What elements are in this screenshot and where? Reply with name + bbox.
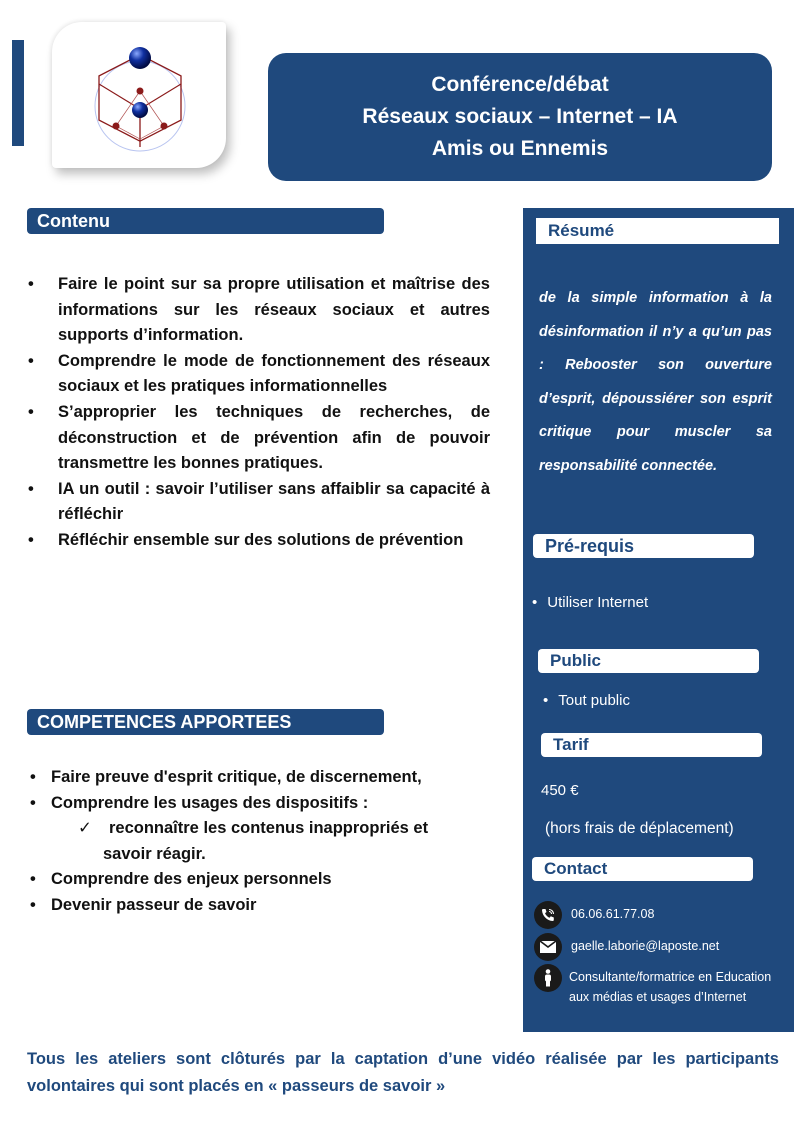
- resume-text: de la simple information à la désinformation il n’y a qu’un pas : Rebooster son ouverture d’esprit, dépoussiérer son esprit critique pour muscler sa responsabilité connectée.: [539, 290, 772, 474]
- public-label: Public: [538, 649, 759, 673]
- bullet-icon: •: [28, 479, 34, 498]
- contact-role: [534, 964, 779, 1007]
- bullet-icon: •: [30, 793, 36, 812]
- list-item: • Comprendre des enjeux personnels: [28, 867, 498, 893]
- contenu-list: [28, 272, 490, 554]
- bullet-icon: •: [28, 351, 34, 370]
- tarif-price: 450 €: [541, 782, 579, 799]
- list-item: • IA un outil : savoir l’utiliser sans affaiblir sa capacité à réfléchir: [28, 477, 490, 528]
- role-text: Consultante/formatrice en Education aux médias et usages d’Internet: [569, 970, 772, 1004]
- list-item: • S’approprier les techniques de recherches, de déconstruction et de prévention afin de pouvoir transmettre les bonnes pratiques.: [28, 400, 490, 477]
- bullet-icon: •: [28, 275, 34, 293]
- public-item: • Tout public: [543, 692, 630, 709]
- email-icon: [534, 933, 562, 961]
- list-item: • Faire le point sur sa propre utilisation et maîtrise des informations sur les réseaux sociaux et autres supports d’information.: [28, 272, 490, 349]
- sub-list-item: ✓ reconnaître les contenus inappropriés et savoir réagir.: [28, 816, 498, 867]
- person-icon: [534, 964, 562, 992]
- bullet-icon: •: [532, 594, 538, 611]
- title-line-1: Conférence/débat: [431, 73, 609, 96]
- phone-number[interactable]: 06.06.61.77.08: [571, 907, 655, 921]
- bullet-icon: •: [30, 870, 36, 889]
- phone-icon: [534, 901, 562, 929]
- bullet-icon: •: [30, 895, 36, 914]
- bullet-icon: •: [30, 768, 36, 786]
- bullet-icon: •: [543, 692, 549, 709]
- tarif-label: Tarif: [541, 733, 762, 757]
- contenu-header: Contenu: [27, 208, 384, 234]
- list-item: • Devenir passeur de savoir: [28, 893, 498, 919]
- prerequis-item: • Utiliser Internet: [532, 594, 649, 611]
- info-sidebar: [523, 208, 794, 1032]
- bullet-icon: •: [28, 402, 34, 421]
- competences-list: [28, 765, 498, 919]
- list-item: • Faire preuve d'esprit critique, de discernement,: [28, 765, 498, 791]
- list-item: • Comprendre le mode de fonctionnement des réseaux sociaux et les pratiques informationnelles: [28, 349, 490, 400]
- checkmark-icon: ✓: [78, 819, 92, 838]
- contact-phone: [534, 901, 654, 929]
- cube-logo-icon: [86, 36, 194, 156]
- prerequis-label: Pré-requis: [533, 534, 754, 558]
- list-item: • Comprendre les usages des dispositifs :: [28, 791, 498, 817]
- resume-label: Résumé: [536, 218, 779, 244]
- title-banner: [268, 53, 772, 181]
- title-line-2: Réseaux sociaux – Internet – IA: [362, 105, 678, 128]
- left-accent-bar: [12, 40, 24, 146]
- logo-card: [52, 22, 226, 168]
- contact-email: [534, 933, 719, 961]
- title-line-3: Amis ou Ennemis: [431, 137, 609, 160]
- bullet-icon: •: [28, 530, 34, 549]
- competences-header: COMPETENCES APPORTEES: [27, 709, 384, 735]
- footer-note: Tous les ateliers sont clôturés par la captation d’une vidéo réalisée par les participants volontaires qui sont placés en « passeurs de savoir »: [27, 1050, 779, 1095]
- tarif-note: (hors frais de déplacement): [545, 820, 734, 837]
- contact-label: Contact: [532, 857, 753, 881]
- email-address[interactable]: gaelle.laborie@laposte.net: [571, 939, 720, 953]
- list-item: • Réfléchir ensemble sur des solutions de prévention: [28, 528, 490, 554]
